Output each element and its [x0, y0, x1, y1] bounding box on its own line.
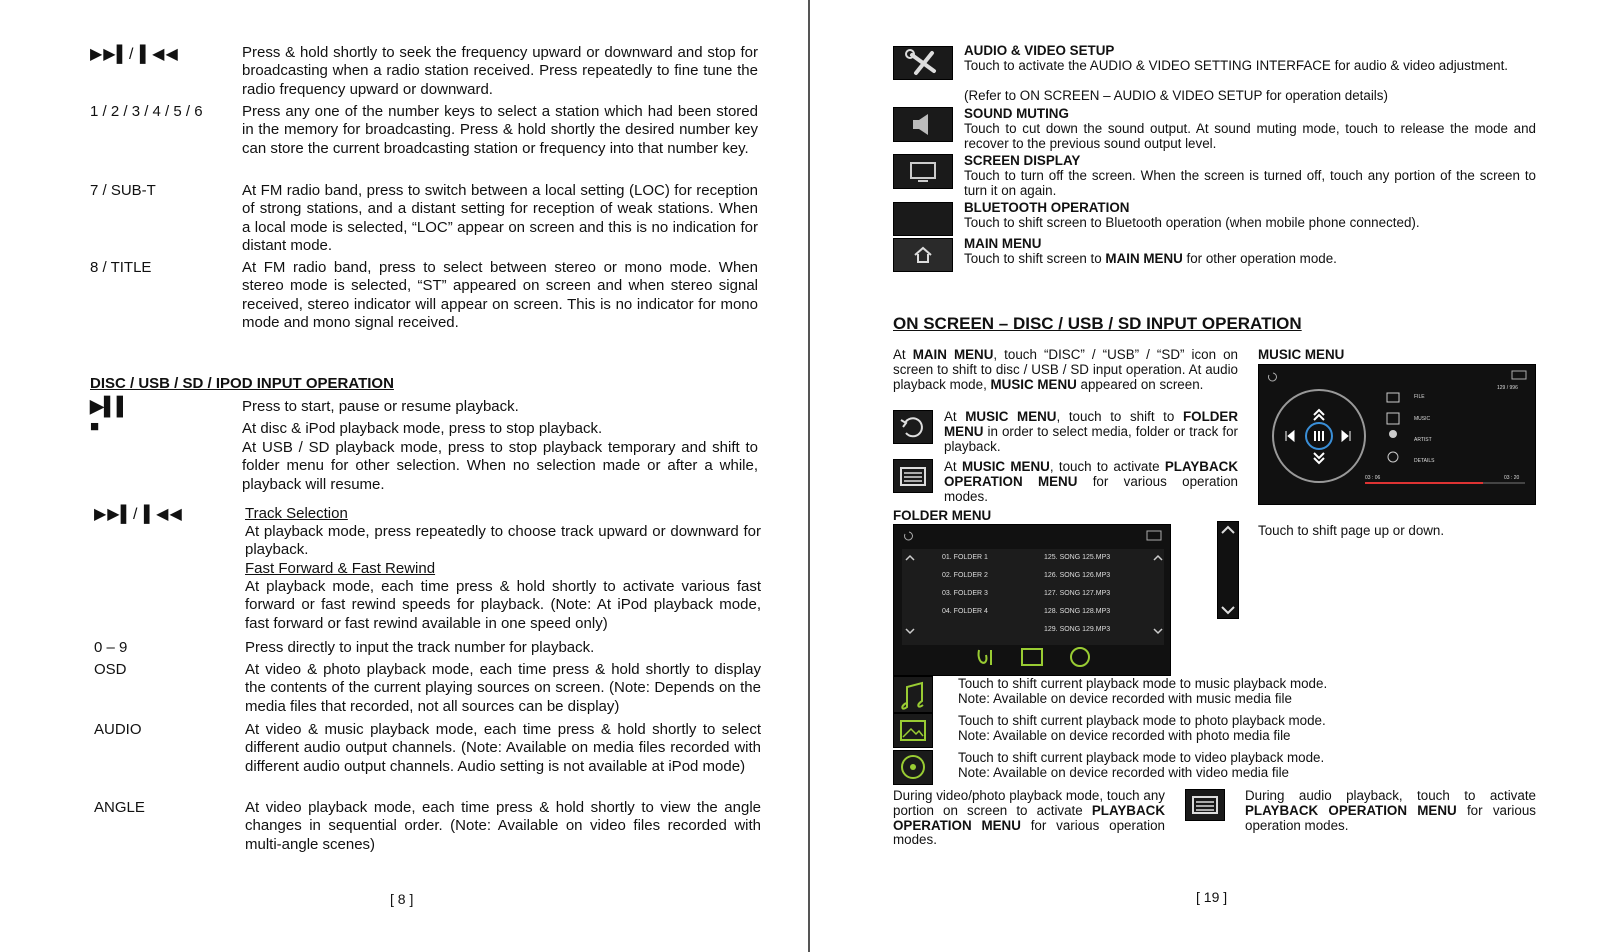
photo-mode-line2: Note: Available on device recorded with photo media file: [958, 728, 1291, 743]
osd-key-label: OSD: [94, 661, 127, 678]
music-music-label: MUSIC: [1414, 416, 1431, 422]
music-details-label: DETAILS: [1414, 458, 1435, 464]
wrench-screwdriver-icon: [893, 46, 953, 80]
song-row-3[interactable]: 127. SONG 127.MP3: [1044, 590, 1111, 597]
digit-keys-label: 0 – 9: [94, 639, 128, 656]
play-pause-key: ▶▌▌: [90, 396, 130, 416]
intro-paragraph: At MAIN MENU, touch “DISC” / “USB” / “SD” icon on screen to shift to disc / USB / SD input operation. At audio playback mode, MUSIC MENU appeared on screen.: [893, 347, 1238, 392]
seek-description: Press & hold shortly to seek the frequency upward or downward and stop for broadcasting when a radio station received. Press repeatedly to fine tune the radio frequency upward or downward.: [242, 44, 758, 98]
photo-icon: [893, 713, 933, 748]
stop-key: ■: [90, 418, 100, 435]
music-time-end: 03 : 20: [1504, 475, 1520, 481]
video-mode-line1: Touch to shift current playback mode to video playback mode.: [958, 750, 1325, 765]
title-key-label: 8 / TITLE: [90, 259, 152, 276]
folder-menu-screenshot: [893, 524, 1171, 676]
disc-input-section-heading: ON SCREEN – DISC / USB / SD INPUT OPERATION: [893, 314, 1302, 333]
angle-description: At video playback mode, each time press & hold shortly to view the angle changes in sequential order. (Note: Available on video files recorded with multi-angle scenes): [245, 799, 761, 853]
fast-forward-title: Fast Forward & Fast Rewind: [245, 560, 436, 577]
stop-description-disc: At disc & iPod playback mode, press to stop playback.: [242, 420, 603, 437]
music-menu-label: MUSIC MENU: [1258, 347, 1345, 362]
stop-description-usb: At USB / SD playback mode, press to stop playback temporary and shift to folder menu for other selection. When no selection made or after a while, playback will resume.: [242, 439, 758, 493]
folder-row-1[interactable]: 01. FOLDER 1: [942, 554, 988, 561]
disc-section-heading: DISC / USB / SD / IPOD INPUT OPERATION: [90, 375, 394, 392]
bluetooth-blank-icon: [893, 202, 953, 236]
playback-menu-icon: [893, 459, 933, 493]
av-setup-note: (Refer to ON SCREEN – AUDIO & VIDEO SETUP for operation details): [964, 88, 1388, 103]
av-setup-title: AUDIO & VIDEO SETUP: [964, 43, 1115, 58]
audio-playback-description: During audio playback, touch to activate PLAYBACK OPERATION MENU for various operation modes.: [1245, 788, 1536, 833]
folder-menu-shift-description: At MUSIC MENU, touch to shift to FOLDER MENU in order to select media, folder or track for playback.: [944, 409, 1239, 454]
playback-menu-description: At MUSIC MENU, touch to activate PLAYBACK OPERATION MENU for various operation modes.: [944, 459, 1238, 504]
seek-keys-label: ▶▶▌/ ▌◀◀: [90, 46, 179, 63]
title-description: At FM radio band, press to select between stereo or mono mode. When stereo mode is selected, “ST” appeared on screen and when stereo signal received, stereo indicator will appear on screen. This is no indicator for mono mode and mono signal received.: [242, 259, 758, 331]
return-icon: [893, 410, 933, 444]
music-notes-icon: [893, 676, 933, 713]
folder-row-3[interactable]: 03. FOLDER 3: [942, 590, 988, 597]
track-selection-title: Track Selection: [245, 505, 348, 522]
playback-menu-icon-bottom: [1185, 789, 1225, 821]
digit-keys-description: Press directly to input the track number for playback.: [245, 639, 595, 656]
song-row-1[interactable]: 125. SONG 125.MP3: [1044, 554, 1111, 561]
music-artist-label: ARTIST: [1414, 437, 1432, 443]
audio-key-label: AUDIO: [94, 721, 142, 738]
bluetooth-title: BLUETOOTH OPERATION: [964, 200, 1130, 215]
right-page-number: [ 19 ]: [1196, 889, 1228, 905]
left-page-number: [ 8 ]: [390, 891, 414, 907]
video-disc-icon: [893, 750, 933, 785]
screen-display-description: Touch to turn off the screen. When the screen is turned off, touch any portion of the screen to turn it on again.: [964, 168, 1536, 198]
osd-description: At video & photo playback mode, each time press & hold shortly to display the contents of the current playing sources on screen. (Note: Depends on the media files that recorded, not all sources can be display): [245, 661, 761, 715]
video-photo-playback-description: During video/photo playback mode, touch any portion on screen to activate PLAYBACK OPERATION MENU for various operation modes.: [893, 788, 1165, 848]
folder-row-2[interactable]: 02. FOLDER 2: [942, 572, 988, 579]
angle-key-label: ANGLE: [94, 799, 145, 816]
page-up-down-bar: [1217, 521, 1239, 619]
subt-key-label: 7 / SUB-T: [90, 182, 156, 199]
song-row-2[interactable]: 126. SONG 126.MP3: [1044, 572, 1111, 579]
sound-muting-title: SOUND MUTING: [964, 106, 1069, 121]
page-scroll-description: Touch to shift page up or down.: [1258, 523, 1445, 538]
fast-forward-description: At playback mode, each time press & hold shortly to activate various fast forward or fast rewind speeds for playback. (Note: At iPod playback mode, fast forward or fast rewind available in one speed only): [245, 578, 761, 632]
right-page: [810, 0, 1621, 952]
music-mode-line2: Note: Available on device recorded with music media file: [958, 691, 1292, 706]
monitor-icon: [893, 154, 953, 189]
music-menu-screenshot: [1258, 364, 1536, 505]
bluetooth-description: Touch to shift screen to Bluetooth operation (when mobile phone connected).: [964, 215, 1420, 230]
song-row-5[interactable]: 129. SONG 129.MP3: [1044, 626, 1111, 633]
music-file-label: FILE: [1414, 394, 1425, 400]
number-keys-description: Press any one of the number keys to select a station which had been stored in the memory for broadcasting. Press & hold shortly the desired number key can store the current broadcasting station or frequency into that number key.: [242, 103, 758, 157]
track-selection-description: At playback mode, press repeatedly to choose track upward or downward for playback.: [245, 523, 761, 559]
photo-mode-line1: Touch to shift current playback mode to photo playback mode.: [958, 713, 1326, 728]
song-row-4[interactable]: 128. SONG 128.MP3: [1044, 608, 1111, 615]
home-icon: [893, 238, 953, 272]
left-page: [0, 0, 810, 952]
music-time-start: 03 : 06: [1365, 475, 1381, 481]
av-setup-description: Touch to activate the AUDIO & VIDEO SETTING INTERFACE for audio & video adjustment.: [964, 58, 1509, 73]
speaker-icon: [893, 107, 953, 142]
music-track-info: 129 / 996: [1497, 385, 1518, 391]
video-mode-line2: Note: Available on device recorded with video media file: [958, 765, 1289, 780]
main-menu-description: Touch to shift screen to MAIN MENU for other operation mode.: [964, 251, 1337, 266]
number-keys-label: 1 / 2 / 3 / 4 / 5 / 6: [90, 103, 203, 120]
folder-menu-label: FOLDER MENU: [893, 508, 992, 523]
sound-muting-description: Touch to cut down the sound output. At sound muting mode, touch to release the mode and recover to the previous sound output level.: [964, 121, 1536, 151]
folder-row-4[interactable]: 04. FOLDER 4: [942, 608, 988, 615]
screen-display-title: SCREEN DISPLAY: [964, 153, 1081, 168]
track-keys-label: ▶▶▌/ ▌◀◀: [94, 506, 183, 523]
music-mode-line1: Touch to shift current playback mode to music playback mode.: [958, 676, 1328, 691]
play-pause-description: Press to start, pause or resume playback.: [242, 398, 519, 415]
main-menu-title: MAIN MENU: [964, 236, 1042, 251]
subt-description: At FM radio band, press to switch between a local setting (LOC) for reception of strong stations, and a distant setting for reception of weak stations. When a local mode is selected, “LOC” appear on screen and this is no indication for distant mode.: [242, 182, 758, 254]
audio-description: At video & music playback mode, each time press & hold shortly to select different audio output channels. (Note: Available on media files recorded with different audio output channels. Audio setting is not available at iPod mode): [245, 721, 761, 775]
